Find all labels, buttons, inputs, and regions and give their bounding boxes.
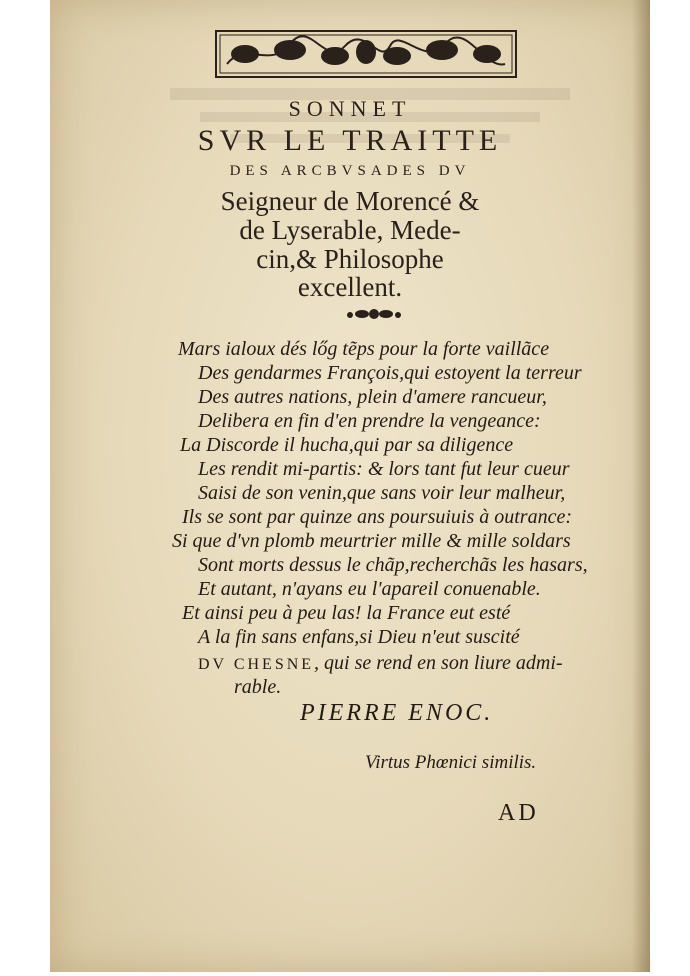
verse-line: rable.: [234, 676, 282, 698]
verse-line: La Discorde il hucha,qui par sa diligence: [180, 434, 514, 456]
verse-line: Saisi de son venin,que sans voir leur malheur,: [198, 482, 566, 504]
verse-line: Sont morts dessus le chãp,recherchãs les hasars,: [198, 554, 588, 576]
title-sub: DES ARCBVSADES DV: [229, 163, 471, 179]
verse-line: Des gendarmes François,qui estoyent la terreur: [198, 362, 582, 384]
title-sonnet: SONNET: [288, 96, 412, 121]
verse-line: Ils se sont par quinze ans poursuiuis à outrance:: [182, 506, 572, 528]
verse-line: A la fin sans enfans,si Dieu n'eut suscité: [198, 626, 520, 648]
ornament-fleuron: [344, 303, 404, 325]
title-line-1: Seigneur de Morencé &: [220, 186, 480, 216]
verse-line: Si que d'vn plomb meurtrier mille & mille soldars: [172, 530, 571, 552]
verse-line-duchesne: [198, 652, 563, 675]
signature: PIERRE ENOC.: [300, 700, 494, 726]
verse-line: Et autant, n'ayans eu l'apareil conuenable.: [198, 578, 541, 600]
verse-line: Les rendit mi-partis: & lors tant fut leur cueur: [198, 458, 570, 480]
title-line-4: excellent.: [297, 272, 403, 302]
verse-line: Delibera en fin d'en prendre la vengeance:: [198, 410, 541, 432]
catchword: AD: [498, 800, 539, 826]
verse-line: Mars ialoux dés lőg tẽps pour la forte vaillãce: [178, 338, 550, 360]
book-page: [50, 0, 650, 972]
title-main: SVR LE TRAITTE: [197, 124, 503, 157]
title-line-3: cin,& Philosophe: [256, 244, 444, 274]
ornament-headpiece: [215, 30, 517, 78]
verse-line: Des autres nations, plein d'amere rancueur,: [198, 386, 547, 408]
verse-line: Et ainsi peu à peu las! la France eut esté: [182, 602, 511, 624]
title-line-2: de Lyserable, Mede-: [239, 215, 461, 245]
motto: Virtus Phœnici similis.: [365, 752, 537, 773]
duchesne-name: DV CHESNE: [198, 656, 315, 673]
duchesne-rest: , qui se rend en son liure admi-: [314, 652, 563, 674]
